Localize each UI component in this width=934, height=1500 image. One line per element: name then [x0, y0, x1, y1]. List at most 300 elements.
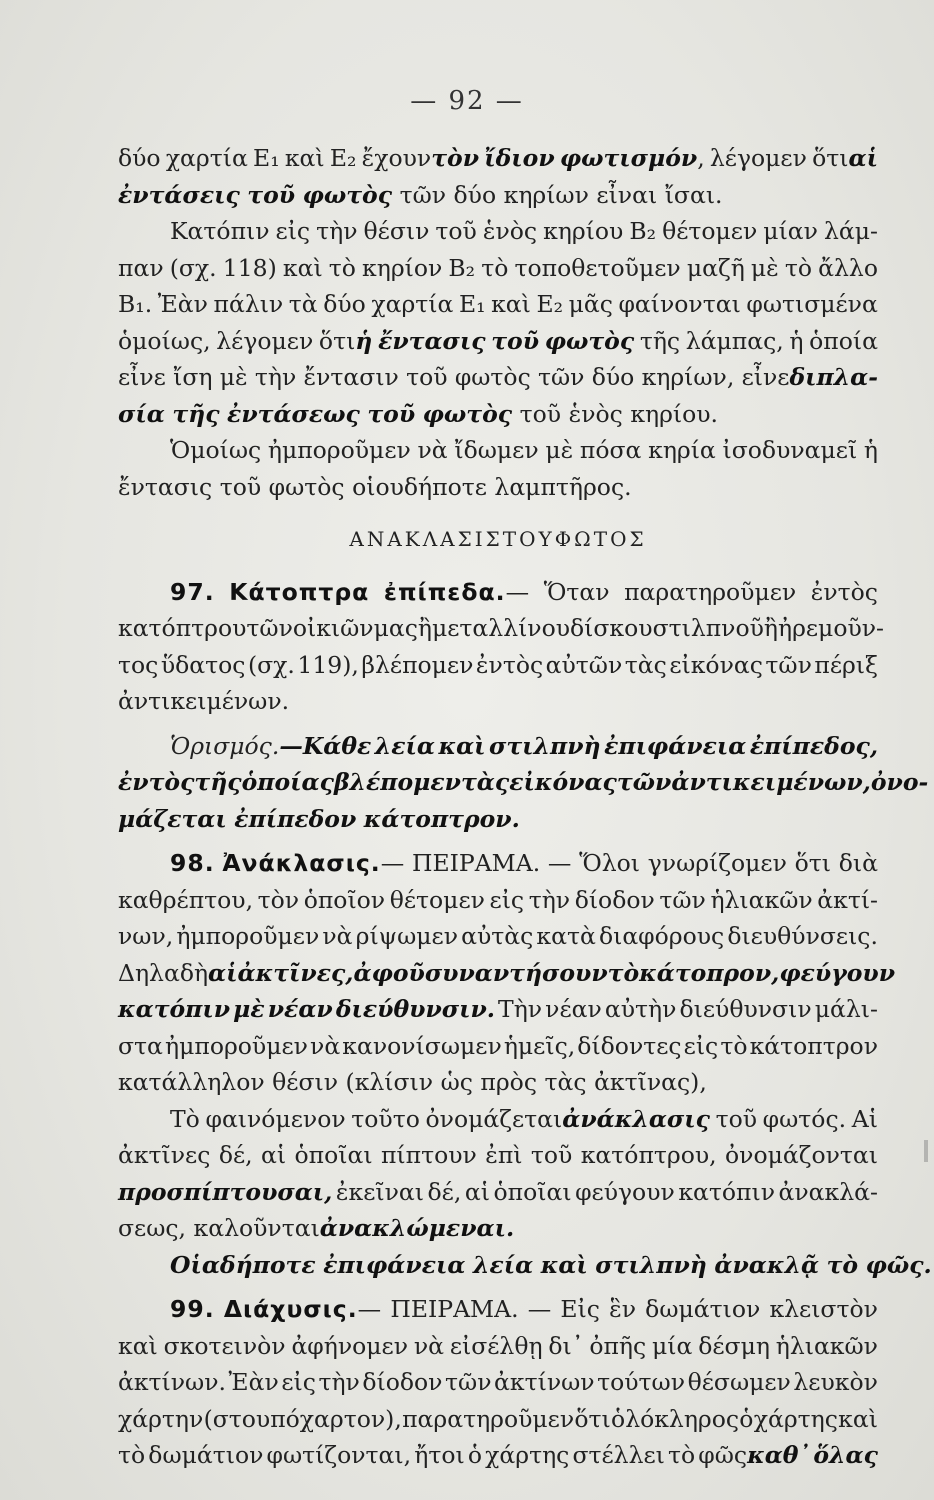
word: Ὁμοίως — [170, 436, 262, 464]
word: κατόπιν — [118, 995, 231, 1023]
text-line — [118, 286, 878, 323]
word: θέτομεν — [389, 885, 485, 914]
word: δύο — [118, 144, 161, 172]
word: θέσιν — [272, 1068, 339, 1096]
word: τοῦτο — [351, 1104, 420, 1133]
word: Δηλαδὴαἱ — [118, 958, 238, 987]
word: κάτοπτρον — [749, 1031, 878, 1060]
word: δέ, — [218, 1141, 253, 1169]
word: τος — [118, 650, 159, 679]
word: ἀνακλά- — [778, 1177, 878, 1206]
text-line — [118, 845, 878, 882]
word: στιλπνοῦ — [652, 614, 764, 642]
word: ἓν — [609, 1295, 636, 1323]
word: τὴν — [316, 217, 358, 245]
word: διεύθυνσιν. — [335, 995, 495, 1023]
word: μία — [652, 1331, 693, 1360]
word: πόσα — [579, 436, 642, 464]
word: ἀφήνομεν — [291, 1331, 409, 1360]
word: ἄλλο — [818, 253, 878, 282]
word: ἔντασις — [378, 326, 486, 355]
word: ἀκτίνων — [494, 1368, 595, 1396]
word: σεως, — [118, 1214, 187, 1242]
text-line — [118, 140, 878, 177]
word: κηρίου — [543, 217, 624, 245]
word: φῶς. — [865, 1250, 932, 1279]
text-line — [118, 647, 878, 684]
word: ὁποία — [809, 326, 878, 355]
word: ΠΕΙΡΑΜΑ. — [411, 849, 541, 877]
word: ὅτι — [574, 1404, 611, 1433]
word: 99. — [170, 1295, 215, 1323]
word: παν — [118, 253, 164, 282]
word: θέσωμεν — [687, 1368, 791, 1396]
word: ὀπῆς — [589, 1331, 647, 1360]
word: τοῦ — [519, 399, 562, 428]
word: τὸ — [784, 253, 813, 282]
word: λεία — [374, 731, 435, 760]
word: αὐτῶν — [545, 650, 623, 679]
word: κάτοπρον, — [639, 958, 780, 987]
word: τῆς — [639, 326, 681, 355]
text-line — [118, 574, 878, 611]
word: διὰ — [838, 849, 878, 877]
word: ἑνὸς — [568, 399, 623, 428]
word: προσπίπτουσαι, — [118, 1177, 333, 1206]
word: μὲ — [233, 995, 265, 1023]
word: ἀκτῖνας), — [594, 1068, 707, 1096]
word: μὲ — [219, 363, 248, 391]
word: δωμάτιον — [148, 1441, 264, 1469]
text-line — [118, 991, 878, 1028]
text-line — [118, 1101, 878, 1138]
word: ὅτιἡ — [318, 326, 373, 355]
word: τὸ — [668, 1441, 696, 1469]
word: φῶςκαθ᾽ — [698, 1441, 811, 1469]
word: ἔντασις — [118, 472, 213, 501]
text-line — [118, 396, 878, 433]
word: Ἐὰν — [157, 290, 208, 318]
word: ἠμποροῦμεν — [165, 1031, 308, 1060]
text-line — [118, 1064, 878, 1101]
word: λέγομεν — [216, 326, 314, 355]
word: ὁλόκληρος — [611, 1404, 740, 1433]
definition-line — [118, 801, 878, 838]
word: ρίψωμεν — [355, 922, 458, 950]
word: θέτομεν — [662, 217, 758, 245]
word: πέριξ — [814, 650, 878, 679]
word: ἀκτῖνες, — [237, 958, 354, 987]
word: ἠμποροῦμεν — [267, 436, 411, 464]
word: δίδοντες — [577, 1031, 682, 1060]
text-line — [118, 1437, 878, 1474]
text-line — [118, 250, 878, 287]
word: διεύθυνσιν — [679, 995, 812, 1023]
word: νὰ — [310, 1031, 341, 1060]
word: βλέπομεν — [333, 768, 461, 796]
word: τοῦ — [435, 217, 477, 245]
word: τὴν — [254, 363, 297, 391]
word: ἐπιφάνεια — [323, 1250, 466, 1279]
word: κλειστὸν — [769, 1295, 878, 1323]
word: ἀκτί- — [817, 885, 878, 914]
word: ἔντασιν — [303, 363, 399, 391]
word: ἀκτίνων. — [118, 1368, 226, 1396]
word: ὀνομάζεταιἀνάκλασις — [425, 1104, 710, 1133]
word: 118) — [222, 253, 277, 282]
word: τοῦ — [406, 363, 448, 391]
word: εἶνεδιπλα- — [741, 363, 878, 391]
text-line — [118, 432, 878, 469]
word: ἑνὸς — [482, 217, 538, 245]
word: Τὸ — [170, 1104, 200, 1133]
word: ἴσαι. — [664, 180, 723, 209]
word: τοῦ — [530, 1141, 573, 1169]
word: τὸ — [328, 253, 356, 282]
word: αὐτὰς — [461, 922, 534, 950]
word: φεύγουν — [779, 958, 895, 987]
word: κατόπτρου, — [580, 1141, 717, 1169]
word: φωτός. — [762, 1104, 847, 1133]
word: οἱουδήποτε — [352, 472, 487, 501]
word: ἀντικειμένων. — [118, 687, 290, 715]
word: καὶ — [284, 144, 325, 172]
word: τῆς — [172, 399, 220, 428]
word: κανονίσωμεν — [342, 1031, 502, 1060]
word: ἐπιφάνεια — [604, 731, 747, 760]
word: ὕδατος — [160, 650, 246, 679]
word: (στουπόχαρτον), — [203, 1404, 402, 1433]
word: ἐντὸς — [118, 768, 195, 796]
word: ἡμεῖς, — [503, 1031, 576, 1060]
word: εἶνε — [118, 363, 166, 391]
word: Εἰς — [560, 1295, 600, 1323]
word: ΠΕΙΡΑΜΑ. — [390, 1295, 519, 1323]
word: μὲ — [545, 436, 574, 464]
word: στιλπνὴ — [489, 731, 601, 760]
word: Ὁρισμός.—Κάθε — [170, 731, 372, 760]
word: καὶ — [438, 731, 486, 760]
word: νέαν — [545, 995, 602, 1023]
word: στέλλει — [572, 1441, 665, 1469]
word: ὀνο- — [870, 768, 929, 796]
word: τοῦ — [247, 180, 296, 209]
word: Ε₁ — [458, 290, 486, 318]
word: Ε₁ — [253, 144, 280, 172]
word: τὸ — [826, 1250, 859, 1279]
definition-line — [118, 764, 929, 801]
word: πάλιν — [213, 290, 284, 318]
word: ἐντάσεως — [227, 399, 360, 428]
word: ἐπίπεδα.— — [383, 577, 530, 606]
text-line — [118, 610, 884, 647]
word: ΑΝΑΚΛΑΣΙΣ — [349, 527, 503, 551]
text-line — [118, 683, 878, 720]
word: διαφόρους — [598, 922, 725, 950]
word: τοποθετοῦμεν — [514, 253, 681, 282]
word: τὸ — [720, 1031, 748, 1060]
word: ἡ — [863, 436, 878, 464]
word: τῶν — [538, 363, 585, 391]
word: ἡ — [789, 326, 804, 355]
word: ἠμποροῦμεν — [176, 922, 320, 950]
word: τῶν — [659, 885, 706, 914]
text-line — [118, 469, 878, 506]
word: ἐπίπεδον — [234, 804, 357, 833]
word: ὁποῖον — [303, 885, 386, 914]
word: τῆς — [194, 768, 242, 796]
word: τοῦ — [715, 1104, 758, 1133]
word: δίοδον — [362, 1368, 443, 1396]
word: ἐντὸς — [475, 650, 544, 679]
text-line — [118, 213, 878, 250]
word: Ὅλοι — [579, 849, 641, 877]
word: νὰ — [413, 1331, 444, 1360]
word: κάτοπτρον. — [363, 804, 520, 833]
word: δίσκου — [570, 614, 653, 642]
word: δωμάτιον — [645, 1295, 761, 1323]
word: ἀκτῖνες — [118, 1141, 211, 1169]
text-line — [118, 1028, 878, 1065]
word: 98. — [170, 849, 215, 877]
word: τοῦ — [491, 326, 540, 355]
word: νὰ — [322, 922, 353, 950]
word: Β₂ — [629, 217, 657, 245]
word: χαρτία — [371, 290, 454, 318]
word: λεία — [472, 1250, 534, 1279]
word: λαμπτῆρος. — [494, 472, 632, 501]
word: — — [547, 849, 572, 877]
word: ὁποίας — [241, 768, 334, 796]
word: εἰς — [281, 1368, 316, 1396]
word: φαίνονται — [618, 290, 741, 318]
word: φωτὸς — [268, 472, 345, 501]
word: ἐντάσεις — [118, 180, 240, 209]
word: λευκὸν — [793, 1368, 878, 1396]
word: ἴδωμεν — [454, 436, 539, 464]
word: ἡλιακῶν — [710, 885, 813, 914]
word: ἢ — [763, 614, 778, 642]
word: κηρίον — [362, 253, 443, 282]
word: Ὅταν — [543, 577, 610, 606]
word: μᾶς — [568, 290, 613, 318]
word: Β₂ — [448, 253, 476, 282]
text-line — [118, 918, 878, 955]
word: ὁ — [467, 1441, 482, 1469]
word: κηρία — [648, 436, 716, 464]
word: τὸν — [257, 885, 300, 914]
word: φωτισμόν, — [559, 144, 705, 172]
word: ἀνακλᾷ — [714, 1250, 820, 1279]
text-line — [118, 1291, 878, 1328]
word: τῶν — [399, 180, 447, 209]
word: ἢ — [417, 614, 432, 642]
text-line — [118, 1137, 878, 1174]
word: φαινόμενον — [205, 1104, 346, 1133]
word: δέ, — [427, 1177, 462, 1206]
word: αἱ — [261, 1141, 287, 1169]
word: τῶν — [765, 650, 812, 679]
word: τοῦ — [367, 399, 416, 428]
word: παρατηροῦμεν — [624, 577, 797, 606]
word: φωτὸς — [454, 363, 531, 391]
word: ἤτοι — [414, 1441, 465, 1469]
word: τὸ — [118, 1441, 146, 1469]
word: εἰς — [683, 1031, 719, 1060]
word: ὅλας — [813, 1441, 878, 1469]
word: καθρέπτου, — [118, 885, 254, 914]
word: Αἱ — [851, 1104, 878, 1133]
word: σία — [118, 399, 165, 428]
word: τῶν — [445, 1368, 492, 1396]
word: χάρτην — [118, 1404, 204, 1433]
word: μάζεται — [118, 804, 227, 833]
word: οἰκιῶν — [292, 614, 374, 642]
word: ἐντὸς — [810, 577, 878, 606]
word: ὁμοίως, — [118, 326, 211, 355]
word: καλοῦνταιἀνακλώμεναι. — [193, 1214, 515, 1242]
word: πρὸς — [480, 1068, 537, 1096]
word: νὰ — [417, 436, 448, 464]
text-line — [118, 1247, 932, 1284]
word: ἐπὶ — [485, 1141, 523, 1169]
word: (σχ. — [247, 650, 295, 679]
page-number: — 92 — — [410, 86, 524, 116]
word: (σχ. — [169, 253, 217, 282]
word: τοῦ — [219, 472, 262, 501]
word: τὰς — [624, 650, 667, 679]
word: λέγομεν — [709, 144, 807, 172]
word: κατόπτρου — [118, 614, 247, 642]
word: δέσμη — [698, 1331, 770, 1360]
word: φεύγουν — [575, 1177, 675, 1206]
word: ὁποῖαι — [294, 1141, 373, 1169]
page-edge-mark — [924, 1140, 928, 1162]
word: μαζῆ — [686, 253, 745, 282]
word: δύο — [453, 180, 497, 209]
text-line — [118, 359, 878, 396]
word: παρατηροῦμεν — [402, 1404, 575, 1433]
word: φωτὸς — [422, 399, 513, 428]
word: γνωρίζομεν — [647, 849, 787, 877]
word: λάμπας, — [685, 326, 784, 355]
word: ἔχουντὸν — [361, 144, 480, 172]
word: σκοτεινὸν — [163, 1331, 286, 1360]
word: λάμ- — [823, 217, 878, 245]
word: Διάχυσις.— — [223, 1295, 382, 1323]
word: τῶν — [246, 614, 293, 642]
word: κατὰ — [536, 922, 596, 950]
word: καὶ — [118, 1331, 158, 1360]
word: Οἱαδήποτε — [170, 1250, 316, 1279]
definition-line — [118, 728, 878, 765]
word: ἐπίπεδος, — [749, 731, 878, 760]
word: τὸ — [481, 253, 509, 282]
word: μάλι- — [814, 995, 878, 1023]
word: καὶ — [838, 1404, 878, 1433]
word: θέσιν — [363, 217, 430, 245]
word: κατάλληλον — [118, 1068, 265, 1096]
word: δύο — [591, 363, 635, 391]
word: βλέπομεν — [361, 650, 474, 679]
word: εἰς — [489, 885, 525, 914]
word: Κατόπιν — [170, 217, 270, 245]
text-line — [118, 1210, 878, 1247]
word: καὶ — [540, 1250, 588, 1279]
word: τὰς — [544, 1068, 587, 1096]
word: Β₁. — [118, 290, 153, 318]
word: τὰς — [460, 768, 510, 796]
word: 119), — [297, 650, 359, 679]
word: ὅτιαἱ — [812, 144, 878, 172]
word: ἴση — [173, 363, 213, 391]
word: εἰσέλθῃ — [449, 1331, 543, 1360]
word: φωτίζονται, — [266, 1441, 412, 1469]
word: χάρτης — [485, 1441, 570, 1469]
word: κατόπιν — [678, 1177, 775, 1206]
word: φωτισμένα — [746, 290, 878, 318]
word: τὴν — [318, 1368, 360, 1396]
word: ἀντικειμένων, — [671, 768, 871, 796]
word: νέαν — [267, 995, 333, 1023]
word: ΤΟΥ — [502, 527, 555, 551]
word: ἐκεῖναι — [335, 1177, 424, 1206]
word: πίπτουν — [380, 1141, 477, 1169]
word: εἰς — [275, 217, 311, 245]
text-line — [118, 1364, 878, 1401]
word: (κλίσιν — [345, 1068, 434, 1096]
word: ἀφοῦ — [353, 958, 425, 987]
word: μὲ — [750, 253, 779, 282]
word: ὁποῖαι — [493, 1177, 572, 1206]
word: ἠρεμοῦν- — [777, 614, 884, 642]
word: Ἐὰν — [228, 1368, 279, 1396]
word: καὶ — [282, 253, 323, 282]
word: Ε₂ — [329, 144, 357, 172]
word: φωτὸς — [302, 180, 393, 209]
word: στα — [118, 1031, 163, 1060]
word: εἰκόνας — [509, 768, 617, 796]
word: αἱ — [464, 1177, 490, 1206]
word: κηρίου. — [630, 399, 719, 428]
word: δύο — [323, 290, 366, 318]
word: Ε₂ — [536, 290, 564, 318]
text-line — [118, 1401, 878, 1438]
word: χαρτία — [165, 144, 248, 172]
text-line — [118, 882, 878, 919]
word: μίαν — [763, 217, 818, 245]
word: ὡς — [440, 1068, 473, 1096]
text-line — [118, 323, 878, 360]
word: φωτὸς — [544, 326, 635, 355]
word: Ἀνάκλασις.— — [222, 849, 405, 877]
word: ἰσοδυναμεῖ — [722, 436, 858, 464]
word: τῶν — [616, 768, 672, 796]
word: ὅτι — [794, 849, 831, 877]
word: δίοδον — [574, 885, 655, 914]
word: χάρτης — [753, 1404, 838, 1433]
word: μας — [373, 614, 418, 642]
word: εἶναι — [596, 180, 658, 209]
word: εἰκόνας — [669, 650, 763, 679]
word: στιλπνὴ — [595, 1250, 707, 1279]
word: αὐτὴν — [604, 995, 677, 1023]
text-line — [118, 177, 878, 214]
word: τὸ — [607, 958, 640, 987]
word: καὶ — [491, 290, 531, 318]
word: δι᾽ — [548, 1331, 584, 1360]
word: — — [527, 1295, 552, 1323]
